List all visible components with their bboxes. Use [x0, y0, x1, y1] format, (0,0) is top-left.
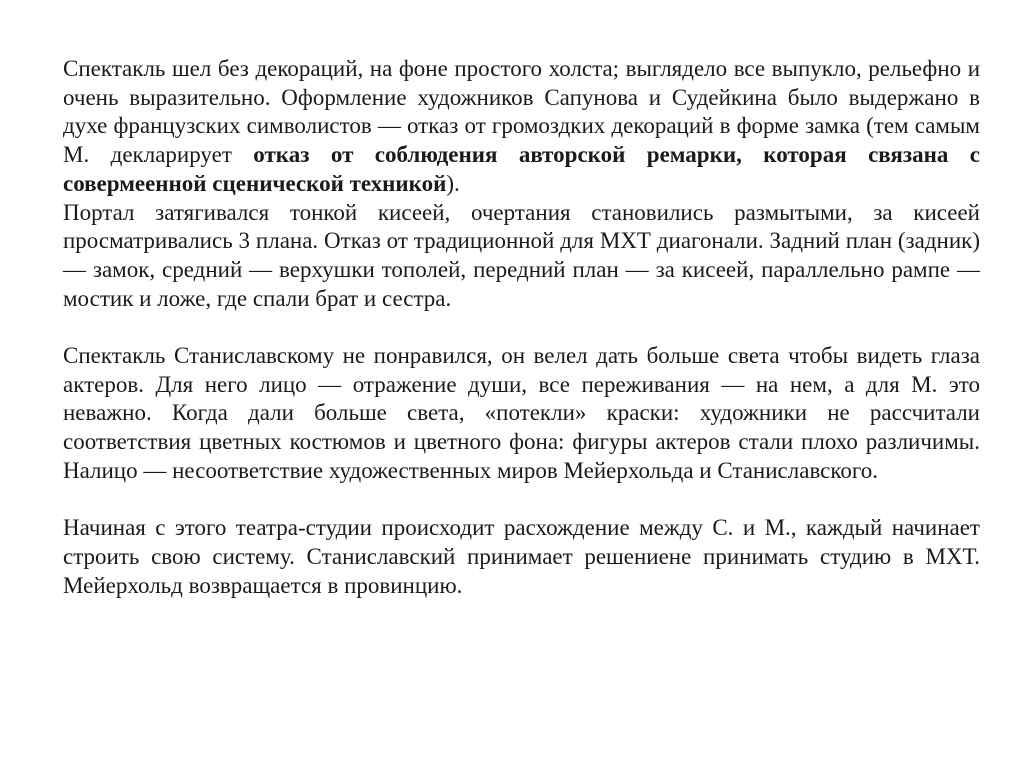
bold-emphasis-text: отказ от соблюдения авторской ремарки, которая связана с совермеенной сценической техникой: [63, 142, 980, 196]
paragraph-stanislavsky-reaction: Спектакль Станиславскому не понравился, он велел дать больше света чтобы видеть глаза актеров. Для него лицо — отражение души, все переживания — на нем, а для М. это неважно. Когда дали больше света, «потекли» краски: художники не рассчитали соответствия цветных костюмов и цветного фона: фигуры актеров стали плохо различимы. Налицо — несоответствие художественных миров Мейерхольда и Станиславского.: [63, 343, 980, 483]
paragraph-decorations: [63, 55, 980, 199]
paragraph-text-end: ).: [446, 170, 460, 196]
paragraph-text: Спектакль шел без декораций, на фоне простого холста; выглядело все выпукло, рельефно и очень выразительно. Оформление художников Сапунова и Судейкина было выдержано в духе французских символистов — отказ от громоздких декораций в форме замка (тем самым М. декларирует: [63, 56, 980, 168]
slide-text-body: [63, 55, 980, 600]
paragraph-divergence: Начиная с этого театра-студии происходит расхождение между С. и М., каждый начинает строить свою систему. Станиславский принимает решениене принимать студию в МХТ. Мейерхольд возвращается в провинцию.: [63, 515, 980, 598]
paragraph-portal: Портал затягивался тонкой кисеей, очертания становились размытыми, за кисеей просматривались 3 плана. Отказ от традиционной для МХТ диагонали. Задний план (задник) — замок, средний — верхушки тополей, передний план — за кисеей, параллельно рампе — мостик и ложе, где спали брат и сестра.: [63, 199, 980, 311]
